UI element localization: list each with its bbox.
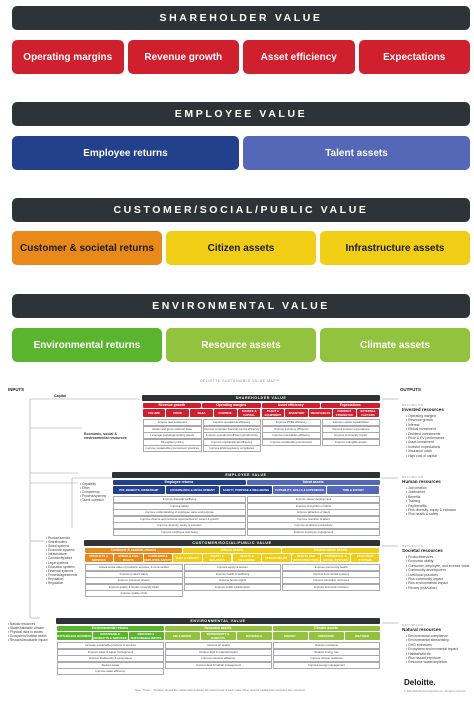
map-category: Talent assets (247, 480, 380, 485)
map-category: Citizen assets (183, 548, 281, 553)
map-subcategory: PRODUCTS & SERVICES (85, 554, 114, 562)
list-item: • Ethical investment (406, 427, 436, 432)
map-driver-box: Improve economic inclusion (282, 584, 380, 591)
map-subcategory: PAY, BENEFITS, OWNERSHIP (113, 486, 166, 494)
output4-label: RETURN ON (402, 623, 424, 627)
list-item: • Social systems (46, 544, 70, 549)
list-item: • Plus health & safety (406, 512, 439, 517)
map-subcategory: INVENTORY (285, 409, 308, 417)
list-item: • Financial systems (46, 568, 74, 573)
list-item: • Economic systems (46, 548, 75, 553)
list-item: • Stable/habitable climate (8, 626, 44, 631)
tile-employee-returns: Employee returns (12, 136, 239, 170)
map-driver-box: Improve community health (282, 564, 380, 571)
map-driver-box: Improve sustainable procurement practices (143, 445, 202, 452)
map-driver-box: Improve recognition of talent (247, 503, 380, 510)
list-item: • Plus hazard exposure (406, 656, 441, 661)
map-category: Environmental returns (57, 626, 164, 631)
map-subcategory: WEATHER (345, 632, 380, 640)
map-driver-box: Improve air quality (165, 642, 272, 649)
map-driver-box: Reduce waste (57, 662, 164, 669)
list-item: • Consumer, employee, and investor costs (406, 563, 470, 568)
list-item: • Effort (80, 486, 90, 491)
economic-resources-label: Economic, social & environmental resources (84, 432, 127, 441)
map-driver-box: Improve understanding of employee value and purpose (113, 509, 246, 516)
map-subcategory: SUSTAINABLE PRODUCTS & SERVICES (93, 632, 127, 640)
output3-list (406, 555, 469, 590)
map-driver-box: Improve PP&E efficiency (262, 419, 321, 426)
list-item: • Natural resources (8, 622, 36, 626)
tile-asset-efficiency: Asset efficiency (243, 40, 355, 74)
list-item: • Reputation (46, 576, 64, 581)
map-subcategory: PRICE (166, 409, 189, 417)
tile-infrastructure-assets: Infrastructure assets (320, 231, 470, 265)
list-item: • Environmental stewardship (406, 638, 449, 643)
list-item: • Job creation (406, 486, 427, 490)
map-driver-box: Improve operational efficiency/productivity (203, 432, 262, 439)
list-item: • Resource waste/depletion (406, 660, 448, 665)
tile-expectations: Expectations (359, 40, 471, 74)
map-driver-box: Improve corporate financial control efficiency (204, 426, 260, 431)
map-category: Expectations (321, 403, 380, 408)
map-category: Infrastructure assets (282, 548, 380, 553)
map-driver-box: Improve attraction of talent (247, 509, 380, 516)
map-driver-box: Improve community impact (322, 432, 381, 439)
list-item: • Job/market (406, 490, 425, 495)
output1-list (406, 414, 445, 458)
map-driver-box: Improve human rights (184, 577, 282, 584)
map-driver-box: Improve water efficiency (57, 668, 164, 675)
tile-customer-societal-returns: Customer & societal returns (12, 231, 162, 265)
input-list-talent (80, 482, 106, 502)
list-item: • Reduced/avoidable impact (8, 638, 48, 643)
map-subcategory: PLANT & EQUIPMENT (262, 409, 285, 417)
map-driver-box: Acquire new customers (143, 419, 202, 426)
employee-value-band: EMPLOYEE VALUE (12, 102, 470, 126)
footnote: Note: "Flow" - "Outflow" shows the relationship between the lowest level of each value driver and the capital that comprises the resources (135, 688, 305, 692)
map-subcategory: COMPANY STRENGTHS (333, 409, 356, 417)
map-driver-box: Reduce emissions (273, 642, 380, 649)
map-driver-box: Improve market capitalization (322, 419, 381, 426)
output4-list (406, 634, 458, 665)
map-driver-box: Improve education outcomes (282, 577, 380, 584)
output2-title: Human resources (402, 479, 441, 484)
output2-list (406, 486, 456, 517)
map-subcategory: MATERIALS (237, 632, 272, 640)
map-driver-box: Improve commercial systems (282, 571, 380, 578)
map-driver-box: Improve climate resilience (273, 655, 380, 662)
map-subcategory: ENERGY (273, 632, 308, 640)
list-item: • Ecosystem environmental impact (406, 647, 458, 652)
list-item: • Environmental compliance (406, 634, 448, 638)
map-driver-box: Improve inventory efficiency (262, 426, 321, 433)
map-subcategory: COMMERCIAL & SOCIAL SYSTEMS (323, 554, 348, 562)
shareholder-tiles (12, 40, 470, 74)
map-employee-band: EMPLOYEE VALUE (112, 472, 380, 478)
map-driver-box: Improve product safety (85, 571, 183, 578)
map-driver-box: Improve ESG/regulatory compliance (203, 445, 262, 452)
list-item: • Plus community impact (406, 577, 443, 582)
list-item: • Price & EV performance (406, 436, 445, 441)
list-item: • Shareholders (46, 540, 67, 545)
map-subcategory: GOVERNANCE & DEVELOPMENT (166, 486, 219, 494)
map-driver-box: Improve energy management (273, 662, 380, 669)
outputs-label: OUTPUTS (400, 387, 421, 392)
map-subcategory: SG&A (190, 409, 213, 417)
map-driver-box: Leverage market/generating assets (143, 432, 202, 439)
list-item: • Asset investment (406, 440, 434, 445)
map-subcategory: CONSUMER & EMPLOYEE SAFETY (144, 554, 172, 562)
list-item: • Plus environmental impact (406, 581, 448, 586)
list-item: • Dividend investments (406, 431, 441, 436)
map-driver-box: Improve investor expectations (322, 426, 381, 433)
map-driver-box: Improve biodiversity & ecosystems (57, 655, 164, 662)
list-item: • Operating margins (406, 414, 437, 418)
map-subcategory: SOURCE & CAPITAL (238, 409, 261, 417)
list-item: • Process/systems (80, 494, 107, 499)
map-subcategory: HUMAN & CIVIL RIGHTS (114, 554, 143, 562)
map-subcategory: SUSTAINABLE BUSINESS (56, 634, 92, 638)
deloitte-logo: Deloitte. (404, 678, 436, 687)
output2-label: RETURN ON (402, 475, 424, 479)
map-customer-band: CUSTOMER/SOCIAL/PUBLIC VALUE (84, 540, 380, 546)
map-subcategory: HUMAN RIGHTS (262, 554, 291, 562)
tile-climate-assets: Climate assets (320, 328, 470, 362)
list-item: • Process/agreements (46, 572, 78, 577)
map-subcategory: DATA & PRIVACY (173, 554, 202, 562)
map-category: Operating margins (202, 403, 261, 408)
map-driver-box: Unlock social value of products, services, & communities (85, 564, 183, 571)
map-category: Employee returns (113, 480, 246, 485)
input-list-societal (46, 536, 77, 585)
map-category: Asset efficiency (262, 403, 321, 408)
map-driver-box: Reduce land & material impact (165, 649, 272, 656)
list-item: • Talent outreach (80, 498, 104, 503)
customer-value-band: CUSTOMER/SOCIAL/PUBLIC VALUE (12, 198, 470, 222)
tile-citizen-assets: Citizen assets (166, 231, 316, 265)
list-item: • Competency (80, 490, 100, 495)
map-driver-box: Improve customer privacy (85, 577, 183, 584)
tile-environmental-returns: Environmental returns (12, 328, 162, 362)
list-item: • Pay/benefits (406, 503, 427, 508)
map-driver-box: Improve health & wellbeing (184, 571, 282, 578)
list-item: • Economic vitality (406, 559, 434, 564)
map-subcategory: EQUITY & INCLUSION (203, 554, 232, 562)
list-item: • Revenue growth (406, 418, 433, 423)
map-category: Climate assets (273, 626, 380, 631)
list-item: • Community development (406, 568, 446, 573)
value-map (0, 378, 474, 711)
list-item: • Physical risks to assets (8, 630, 43, 635)
capital-label: Capital (54, 394, 66, 398)
map-driver-box: Improve operational efficiency (203, 419, 262, 426)
map-driver-box: Improve career development (247, 496, 380, 503)
map-title: DELOITTE SUSTAINABLE VALUE MAP™ (200, 379, 280, 383)
output4-title: Natural resources (402, 627, 442, 632)
map-category: Revenue growth (143, 403, 202, 408)
list-item: • Plus diversity, equity & inclusion (406, 508, 457, 513)
map-driver-box: Improve resource efficiency (165, 655, 272, 662)
map-subcategory: HEALTH & WELLBEING (233, 554, 262, 562)
list-item: • Regulation (46, 581, 64, 586)
map-driver-box: Improve diversity, equity & inclusion (113, 522, 246, 529)
output3-title: Societal resources (402, 548, 443, 553)
tile-talent-assets: Talent assets (243, 136, 470, 170)
list-item: • Habitat/wild life (406, 651, 431, 656)
list-item: • Investor expectations (406, 444, 441, 449)
output1-label: RETURN ON (402, 403, 424, 407)
list-item: • Insurance costs (406, 449, 432, 454)
map-subcategory: BIODIVERSITY & HABITATS (201, 632, 236, 640)
list-item: • Capability (80, 482, 96, 486)
map-driver-box: Improve workforce productivity (247, 522, 380, 529)
map-subcategory: TIME & EFFORT (327, 486, 380, 494)
map-driver-box: Improve employee well-being (113, 529, 246, 536)
map-category: Customer & societal returns (85, 548, 183, 553)
map-driver-box: Strengthen pricing (143, 439, 202, 446)
map-driver-box: Improve safety (113, 503, 246, 510)
map-driver-box: Improve land & habitat management (165, 662, 272, 669)
map-driver-box: Improve receivables efficiency (262, 432, 321, 439)
map-driver-box: Improve financial wellbeing (113, 496, 246, 503)
list-item: • Livelihood practices (406, 572, 438, 577)
list-item: • Product/services (406, 555, 434, 559)
map-subcategory: EXTERNAL FACTORS (357, 409, 380, 417)
shareholder-value-band: SHAREHOLDER VALUE (12, 6, 470, 30)
map-driver-box: Improve water & waste management (57, 649, 164, 656)
list-item: • Privacy (risk/value) (406, 585, 437, 590)
map-driver-box: Improve intangible assets (322, 439, 381, 446)
list-item: • Legal systems (46, 560, 69, 565)
map-driver-box: Improve retention of talent (247, 516, 380, 523)
list-item: • Infrastructure (46, 552, 67, 557)
tile-resource-assets: Resource assets (166, 328, 316, 362)
list-item: • Interest (406, 422, 420, 427)
map-driver-box: Reduce energy use (273, 649, 380, 656)
map-shareholder-band: SHAREHOLDER VALUE (142, 395, 380, 401)
map-category: Resource assets (165, 626, 272, 631)
list-item: • Benefits (406, 494, 421, 499)
output1-title: Invested resources (402, 407, 444, 412)
map-subcategory: REDUCED & SUSTAINABLE INPUTS (129, 632, 164, 640)
customer-tiles (12, 231, 470, 265)
list-item: • Ecosystem/ habitat health (8, 634, 47, 639)
map-driver-box: Improve sustainable procurement (262, 439, 321, 446)
map-subcategory: RECEIVABLES (310, 411, 331, 415)
tile-operating-margins: Operating margins (12, 40, 124, 74)
map-driver-box: Increase sustainable products & services (57, 642, 164, 649)
tile-revenue-growth: Revenue growth (128, 40, 240, 74)
list-item: • Product/service (46, 536, 70, 540)
map-subcategory: SAFETY, PURPOSE & WELLBEING (220, 486, 273, 494)
list-item: • Training (406, 499, 421, 504)
output3-label: RETURN ON (402, 544, 424, 548)
map-subcategory: EDUCATION SYSTEMS (351, 554, 380, 562)
list-item: • Community/cities (46, 556, 73, 561)
map-driver-box: Improve equity & access (184, 564, 282, 571)
map-driver-box: Improve diverse and inclusive opportunities for career & growth (113, 516, 246, 523)
map-subcategory: AIR & WATER (165, 632, 200, 640)
map-subcategory: EMISSIONS (309, 632, 344, 640)
map-subcategory: CAPABILITY, SKILLS & EXPERIENCE (274, 488, 325, 492)
map-driver-box: Retain and grow customer base (143, 426, 202, 433)
map-subcategory: HEALTH AND INFRASTRUCTURE (293, 554, 319, 562)
map-driver-box: Improve public infrastructure (184, 584, 282, 591)
map-driver-box: Improve quality of life (85, 590, 183, 597)
environmental-value-band: ENVIRONMENTAL VALUE (12, 294, 470, 318)
map-subcategory: VOLUME (143, 409, 166, 417)
map-environmental-band: ENVIRONMENTAL VALUE (56, 618, 380, 624)
inputs-label: INPUTS (8, 387, 25, 392)
environmental-tiles (12, 328, 470, 362)
map-subcategory: CONTROL (214, 409, 237, 417)
input-list-natural (8, 622, 48, 642)
map-driver-box: Improve quality & impact of supply chain (85, 584, 183, 591)
employee-tiles (12, 136, 470, 170)
copyright: © 2024 Deloitte Development LLC. All rights reserved. (404, 690, 467, 693)
list-item: • Education systems (46, 564, 75, 569)
map-driver-box: Improve employee engagement (247, 529, 380, 536)
map-driver-box: Improve organizational efficiency (203, 439, 262, 446)
list-item: • High cost of capital (406, 453, 437, 458)
list-item: • GHG emissions (406, 642, 432, 647)
